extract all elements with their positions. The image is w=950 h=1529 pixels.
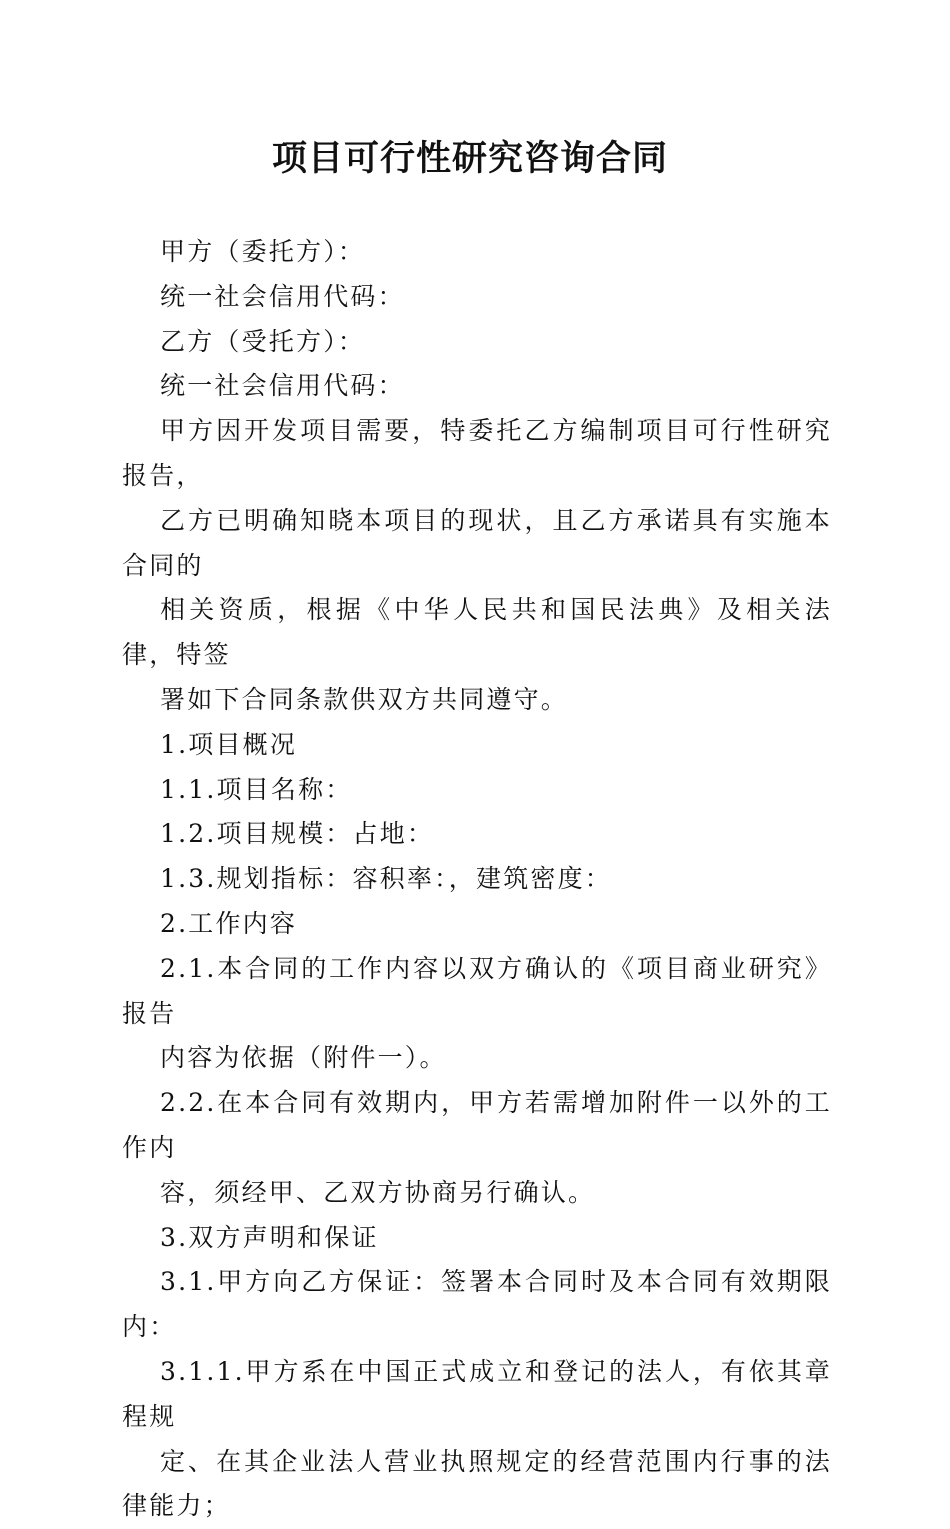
document-body	[122, 230, 832, 1529]
party-a-label: 甲方（委托方）：	[160, 237, 366, 266]
section-1-1-project-name: 1.1.项目名称：	[160, 774, 353, 804]
document-title: 项目可行性研究咨询合同	[271, 139, 668, 179]
intro-line: 乙方已明确知晓本项目的现状，且乙方承诺具有实施本合同的	[122, 505, 832, 580]
intro-line: 相关资质，根据《中华人民共和国民法典》及相关法律，特签	[122, 595, 832, 670]
section-2-2-line: 容，须经甲、乙双方协商另行确认。	[160, 1177, 596, 1207]
section-2-2-line: 2.2.在本合同有效期内，甲方若需增加附件一以外的工作内	[122, 1088, 832, 1162]
section-2-heading: 2.工作内容	[160, 908, 298, 938]
section-3-1-1-line: 3.1.1.甲方系在中国正式成立和登记的法人，有依其章程规	[122, 1356, 832, 1431]
section-1-3-planning-index: 1.3.规划指标：容积率：，建筑密度：	[160, 864, 613, 894]
intro-line: 甲方因开发项目需要，特委托乙方编制项目可行性研究报告，	[122, 416, 832, 490]
section-2-1-paragraph	[122, 947, 832, 1081]
section-2-1-line: 2.1.本合同的工作内容以双方确认的《项目商业研究》报告	[122, 953, 832, 1028]
section-3-1-1-paragraph	[122, 1350, 832, 1529]
section-2-1-line: 内容为依据（附件一）。	[160, 1043, 447, 1073]
section-3-1-paragraph: 3.1.甲方向乙方保证：签署本合同时及本合同有效期限内：	[122, 1267, 832, 1342]
section-2-2-paragraph	[122, 1081, 832, 1215]
party-b-credit-code: 统一社会信用代码：	[160, 371, 405, 401]
intro-line: 署如下合同条款供双方共同遵守。	[160, 684, 569, 714]
section-1-2-project-scale: 1.2.项目规模：占地：	[160, 819, 435, 849]
section-3-heading: 3.双方声明和保证	[160, 1222, 379, 1252]
party-a-credit-code: 统一社会信用代码：	[160, 281, 405, 311]
party-b-label: 乙方（受托方）：	[160, 326, 366, 356]
section-3-1-1-line: 定、在其企业法人营业执照规定的经营范围内行事的法律能力；	[122, 1446, 832, 1521]
intro-paragraph	[122, 409, 832, 723]
section-1-heading: 1.项目概况	[160, 729, 298, 759]
